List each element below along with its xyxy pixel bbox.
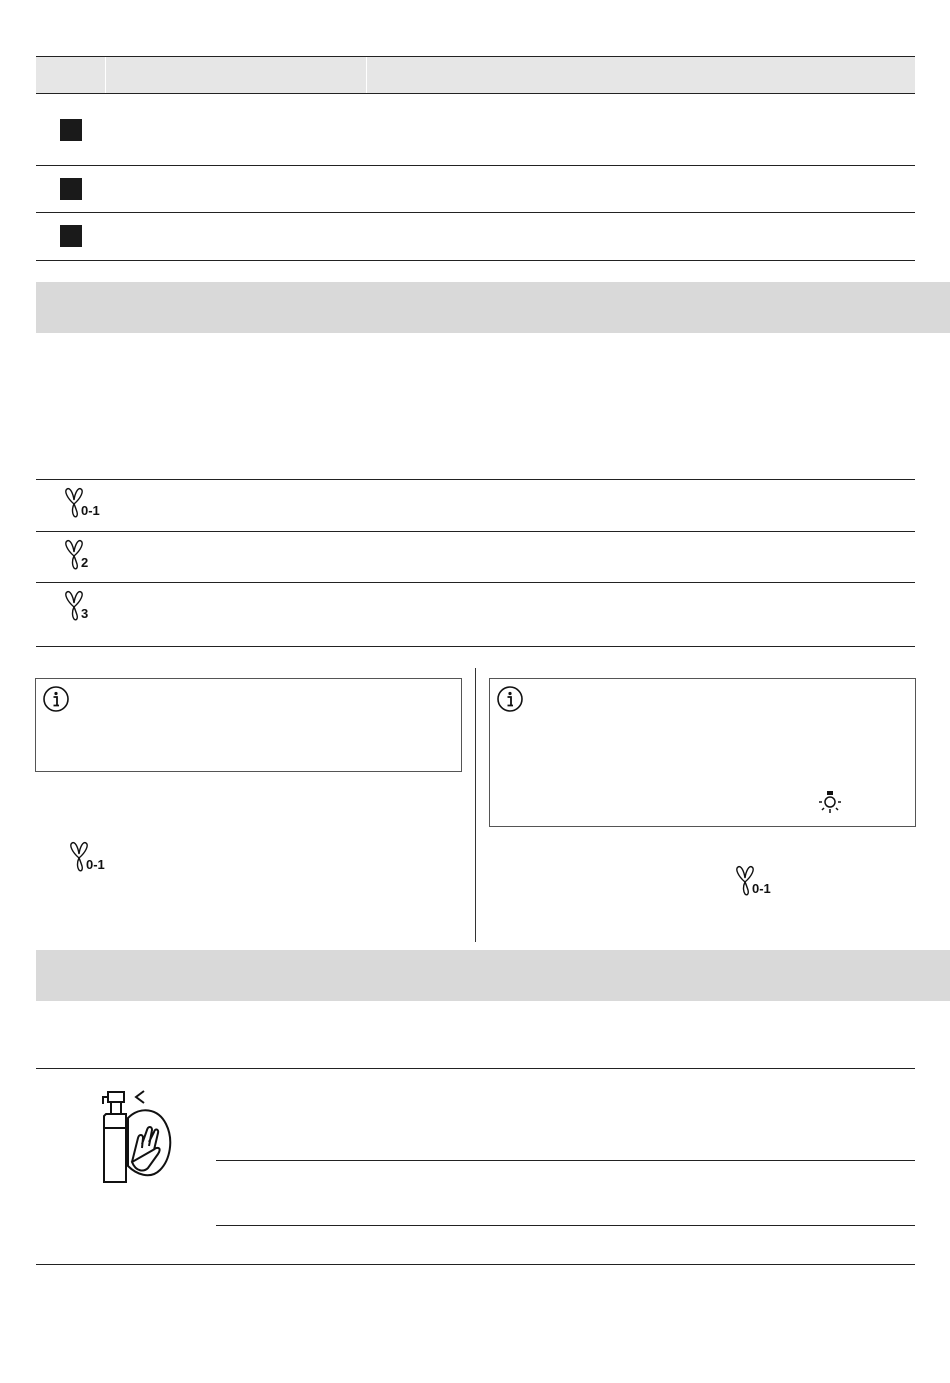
cleaning-spray-cloth-icon (98, 1088, 178, 1184)
info-note-right (489, 678, 916, 827)
fan-icon (62, 589, 110, 625)
fan-icon (62, 486, 110, 522)
info-icon (496, 685, 524, 713)
fan-icon (733, 864, 781, 900)
fan-icon (67, 840, 115, 876)
svg-text:0-1: 0-1 (752, 881, 771, 896)
info-icon (42, 685, 70, 713)
svg-text:0-1: 0-1 (86, 857, 105, 872)
section-header-care (36, 950, 950, 1001)
fan-icon (62, 538, 110, 574)
column-divider (475, 668, 476, 942)
top-table-header (36, 57, 915, 93)
svg-text:0-1: 0-1 (81, 503, 100, 518)
light-bulb-icon (816, 789, 844, 817)
black-square-icon (60, 119, 82, 141)
svg-text:2: 2 (81, 555, 89, 570)
section-header-operation (36, 282, 950, 333)
info-note-left (35, 678, 462, 772)
black-square-icon (60, 178, 82, 200)
svg-text:3: 3 (81, 606, 89, 621)
black-square-icon (60, 225, 82, 247)
